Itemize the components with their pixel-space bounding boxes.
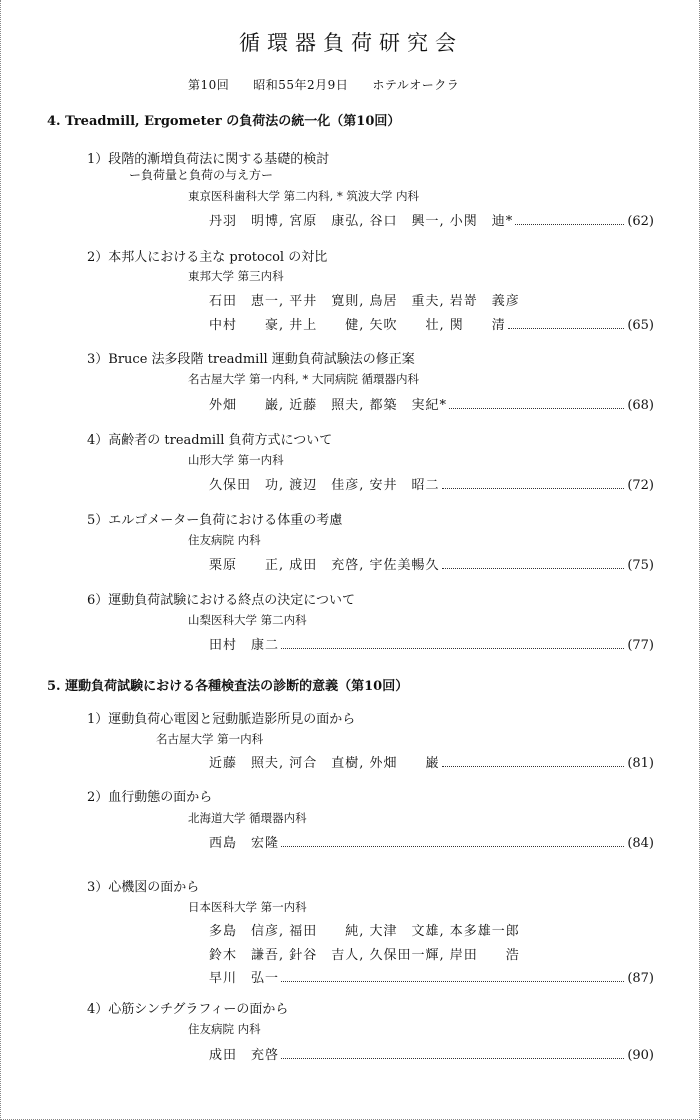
author-line: [209, 752, 654, 771]
author-line: [209, 1044, 654, 1063]
author-line: [209, 314, 654, 333]
leader-dots: [281, 846, 624, 847]
item-title: 1）運動負荷心電図と冠動脈造影所見の面から: [87, 712, 356, 727]
affiliation: 北海道大学 循環器内科: [188, 811, 307, 825]
affiliation: 日本医科大学 第一内科: [188, 900, 307, 914]
affiliation: 東京医科歯科大学 第二内科, * 筑波大学 内科: [188, 189, 420, 203]
item-title: 1）段階的漸増負荷法に関する基礎的検討: [87, 152, 330, 167]
page-number: (77): [627, 638, 654, 653]
author-names: 栗原 正, 成田 充啓, 宇佐美暢久: [209, 558, 440, 573]
affiliation: 住友病院 内科: [188, 1022, 261, 1036]
leader-dots: [442, 568, 625, 569]
affiliation: 東邦大学 第三内科: [188, 269, 284, 283]
author-line: [209, 832, 654, 851]
page-number: (72): [627, 478, 654, 493]
item-title: 2）血行動態の面から: [87, 790, 213, 805]
page-number: (65): [627, 318, 654, 333]
author-names: 早川 弘一: [209, 971, 280, 986]
page-number: (62): [627, 214, 654, 229]
page-number: (81): [627, 756, 654, 771]
author-line: [209, 474, 654, 493]
item-subtitle: ー負荷量と負荷の与え方ー: [129, 168, 274, 182]
leader-dots: [442, 766, 625, 767]
author-names: 多島 信彦, 福田 純, 大津 文雄, 本多雄一郎: [209, 924, 520, 939]
author-names: 丹羽 明博, 宮原 康弘, 谷口 興一, 小関 迪*: [209, 214, 514, 229]
item-title: 5）エルゴメーター負荷における体重の考慮: [87, 513, 343, 528]
section-5-title: 5. 運動負荷試験における各種検査法の診断的意義（第10回）: [47, 679, 409, 694]
leader-dots: [515, 224, 624, 225]
author-line: [209, 210, 654, 229]
page-number: (84): [627, 836, 654, 851]
affiliation: 名古屋大学 第一内科: [156, 732, 264, 746]
item-title: 4）心筋シンチグラフィーの面から: [87, 1002, 289, 1017]
affiliation: 山梨医科大学 第二内科: [188, 613, 307, 627]
leader-dots: [442, 488, 625, 489]
author-line: [209, 967, 654, 986]
item-title: 6）運動負荷試験における終点の決定について: [87, 593, 356, 608]
page-number: (75): [627, 558, 654, 573]
author-names: 久保田 功, 渡辺 佳彦, 安井 昭二: [209, 478, 440, 493]
leader-dots: [281, 648, 624, 649]
affiliation: 山形大学 第一内科: [188, 453, 284, 467]
page-title: 循環器負荷研究会: [239, 31, 463, 55]
author-names: 近藤 照夫, 河合 直樹, 外畑 巌: [209, 756, 440, 771]
leader-dots: [281, 1058, 624, 1059]
page-number: (87): [627, 971, 654, 986]
item-title: 3）心機図の面から: [87, 880, 200, 895]
session-number: 第10回: [188, 78, 230, 92]
meeting-info: [188, 76, 483, 93]
author-names: 中村 豪, 井上 健, 矢吹 壮, 関 清: [209, 318, 506, 333]
item-title: 3）Bruce 法多段階 treadmill 運動負荷試験法の修正案: [87, 352, 415, 367]
author-names: 石田 恵一, 平井 寛則, 鳥居 重夫, 岩嵜 義彦: [209, 294, 520, 309]
author-names: 成田 充啓: [209, 1048, 280, 1063]
author-line: [209, 554, 654, 573]
author-line: [209, 634, 654, 653]
affiliation: 名古屋大学 第一内科, * 大同病院 循環器内科: [188, 372, 420, 386]
author-names: 外畑 巌, 近藤 照夫, 都築 実紀*: [209, 398, 448, 413]
author-line: [209, 394, 654, 413]
page-number: (68): [627, 398, 654, 413]
leader-dots: [449, 408, 624, 409]
meeting-venue: ホテルオークラ: [372, 78, 460, 92]
author-names: 西島 宏隆: [209, 836, 280, 851]
leader-dots: [281, 981, 624, 982]
leader-dots: [508, 328, 625, 329]
section-4-title: 4. Treadmill, Ergometer の負荷法の統一化（第10回）: [47, 114, 401, 129]
item-title: 4）高齢者の treadmill 負荷方式について: [87, 433, 333, 448]
item-title: 2）本邦人における主な protocol の対比: [87, 250, 328, 265]
affiliation: 住友病院 内科: [188, 533, 261, 547]
meeting-date: 昭和55年2月9日: [253, 78, 349, 92]
author-names: 田村 康二: [209, 638, 280, 653]
author-names: 鈴木 謙吾, 針谷 吉人, 久保田一輝, 岸田 浩: [209, 948, 520, 963]
page-number: (90): [627, 1048, 654, 1063]
